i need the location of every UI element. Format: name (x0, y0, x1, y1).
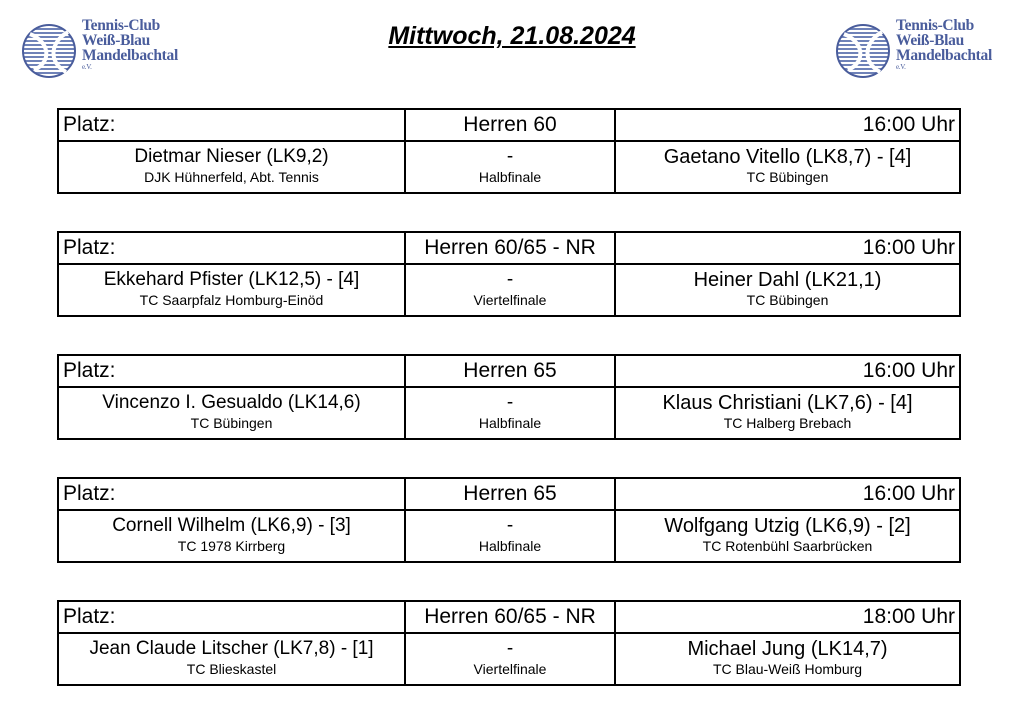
match-time: 16:00 Uhr (862, 236, 955, 259)
logo-line-3: Mandelbachtal (896, 47, 992, 64)
match-time: 16:00 Uhr (862, 113, 955, 136)
player2-club: TC Rotenbühl Saarbrücken (702, 538, 873, 554)
court-label: Platz: (59, 233, 406, 263)
player2-cell (616, 388, 959, 438)
round-cell (406, 634, 616, 684)
player2-cell (616, 511, 959, 561)
match-round: Viertelfinale (473, 661, 547, 677)
match-card (57, 354, 961, 440)
player2-club: TC Bübingen (746, 169, 829, 185)
player2-club: TC Bübingen (746, 292, 829, 308)
logo-line-4: e.V. (82, 63, 92, 71)
match-round: Halbfinale (478, 415, 542, 431)
logo-line-3: Mandelbachtal (82, 47, 178, 64)
player2-name: Gaetano Vitello (LK8,7) - [4] (663, 146, 912, 168)
player1-cell (59, 265, 406, 315)
page-title: Mittwoch, 21.08.2024 (388, 22, 636, 50)
player1-cell (59, 511, 406, 561)
round-cell (406, 142, 616, 192)
versus-separator: - (506, 269, 514, 290)
logo-line-2: Weiß-Blau (896, 32, 964, 49)
player2-name: Michael Jung (LK14,7) (687, 638, 888, 660)
versus-separator: - (506, 638, 514, 659)
player1-club: TC Blieskastel (186, 661, 277, 677)
match-round: Halbfinale (478, 538, 542, 554)
match-round: Halbfinale (478, 169, 542, 185)
match-category: Herren 65 (406, 356, 616, 386)
player1-name: Jean Claude Litscher (LK7,8) - [1] (89, 638, 374, 659)
match-category: Herren 60/65 - NR (406, 602, 616, 632)
match-category: Herren 60 (406, 110, 616, 140)
match-time: 18:00 Uhr (862, 605, 955, 628)
court-label: Platz: (59, 602, 406, 632)
player1-cell (59, 634, 406, 684)
versus-separator: - (506, 515, 514, 536)
player1-name: Vincenzo I. Gesualdo (LK14,6) (102, 392, 361, 413)
player1-club: TC Bübingen (190, 415, 273, 431)
match-card (57, 108, 961, 194)
player2-club: TC Blau-Weiß Homburg (712, 661, 863, 677)
logo-line-2: Weiß-Blau (82, 32, 150, 49)
match-round: Viertelfinale (473, 292, 547, 308)
player1-name: Cornell Wilhelm (LK6,9) - [3] (112, 515, 351, 536)
logo-line-1: Tennis-Club (896, 17, 974, 34)
player2-club: TC Halberg Brebach (723, 415, 852, 431)
player1-club: TC Saarpfalz Homburg-Einöd (139, 292, 324, 308)
match-players-row (59, 142, 959, 192)
player2-name: Klaus Christiani (LK7,6) - [4] (662, 392, 913, 414)
player2-cell (616, 265, 959, 315)
player2-name: Wolfgang Utzig (LK6,9) - [2] (664, 515, 911, 537)
match-time: 16:00 Uhr (862, 482, 955, 505)
player1-club: TC 1978 Kirrberg (177, 538, 286, 554)
match-header-row (59, 110, 959, 142)
player2-cell (616, 634, 959, 684)
match-header-row (59, 356, 959, 388)
match-header-row (59, 602, 959, 634)
versus-separator: - (506, 392, 514, 413)
court-label: Platz: (59, 356, 406, 386)
match-card (57, 477, 961, 563)
match-time: 16:00 Uhr (862, 359, 955, 382)
player1-cell (59, 142, 406, 192)
match-header-row (59, 479, 959, 511)
match-players-row (59, 634, 959, 684)
player2-cell (616, 142, 959, 192)
versus-separator: - (506, 146, 514, 167)
round-cell (406, 511, 616, 561)
player1-name: Dietmar Nieser (LK9,2) (134, 146, 329, 167)
round-cell (406, 265, 616, 315)
logo-line-1: Tennis-Club (82, 17, 160, 34)
match-card (57, 231, 961, 317)
match-players-row (59, 265, 959, 315)
player2-name: Heiner Dahl (LK21,1) (693, 269, 882, 291)
match-card (57, 600, 961, 686)
match-players-row (59, 511, 959, 561)
player1-name: Ekkehard Pfister (LK12,5) - [4] (103, 269, 360, 290)
court-label: Platz: (59, 479, 406, 509)
match-players-row (59, 388, 959, 438)
match-category: Herren 65 (406, 479, 616, 509)
court-label: Platz: (59, 110, 406, 140)
player1-club: DJK Hühnerfeld, Abt. Tennis (144, 169, 319, 185)
logo-line-4: e.V. (896, 63, 906, 71)
round-cell (406, 388, 616, 438)
match-header-row (59, 233, 959, 265)
player1-cell (59, 388, 406, 438)
match-category: Herren 60/65 - NR (406, 233, 616, 263)
